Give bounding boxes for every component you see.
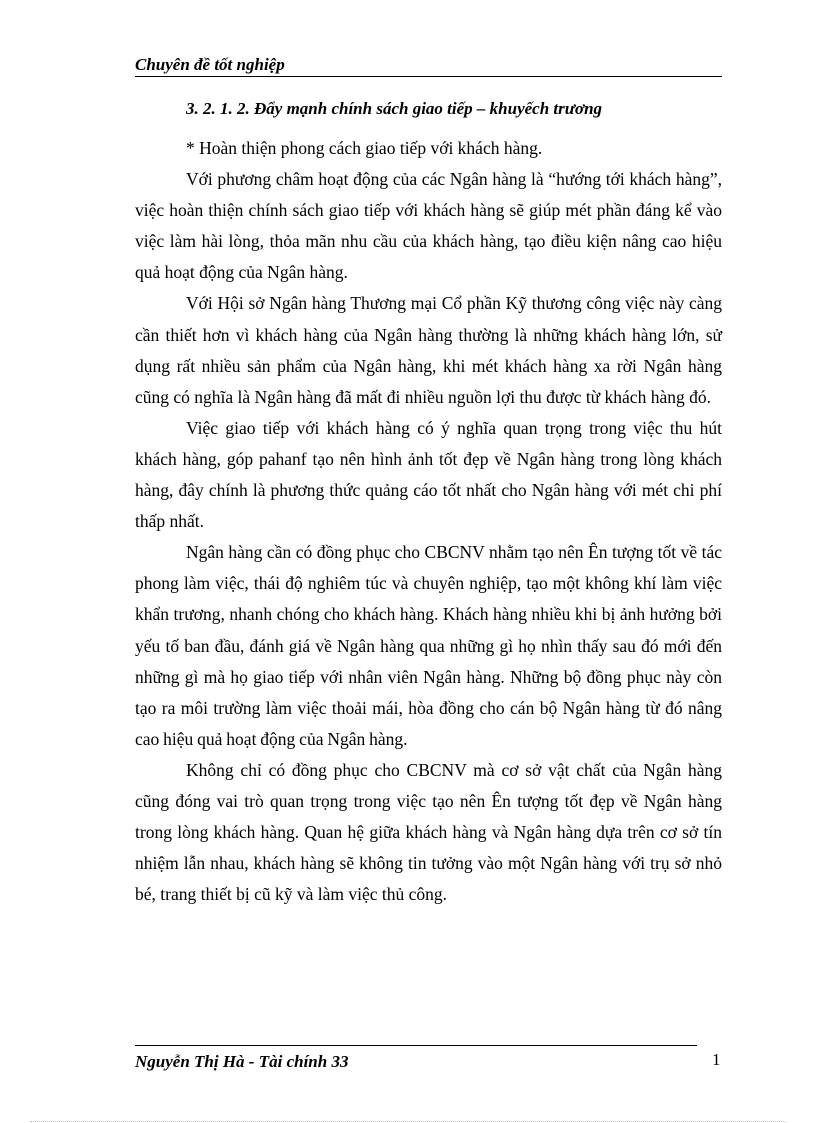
paragraph: Việc giao tiếp với khách hàng có ý nghĩa quan trọng trong việc thu hút khách hàng, góp pahanf tạo nên hình ảnh tốt đẹp về Ngân hàng trong lòng khách hàng, đây chính là phương thức quảng cáo tốt nhất cho Ngân hàng với mét chi phí thấp nhất. [135,417,722,532]
footer-divider [135,1045,697,1046]
paragraph: Với Hội sở Ngân hàng Thương mại Cổ phần Kỹ thương công việc này càng cần thiết hơn vì khách hàng của Ngân hàng thường là những khách hàng lớn, sử dụng rất nhiều sản phẩm của Ngân hàng, khi mét khách hàng xa rời Ngân hàng cũng có nghĩa là Ngân hàng đã mất đi nhiều nguồn lợi thu được từ khách hàng đó. [135,293,722,407]
paragraph: Với phương châm hoạt động của các Ngân hàng là “hướng tới khách hàng”, việc hoàn thiện chính sách giao tiếp với khách hàng sẽ giúp mét phần đáng kể vào việc làm hài lòng, thỏa mãn nhu cầu của khách hàng, tạo điều kiện nâng cao hiệu quả hoạt động của Ngân hàng. [135,169,722,283]
page-number: 1 [712,1050,721,1069]
page-edge [30,1121,786,1122]
paragraph: Ngân hàng cần có đồng phục cho CBCNV nhằm tạo nên Ên tượng tốt về tác phong làm việc, thái độ nghiêm túc và chuyên nghiệp, tạo một không khí làm việc khẩn trương, nhanh chóng cho khách hàng. Khách hàng nhiều khi bị ảnh hưởng bởi yếu tố ban đầu, đánh giá về Ngân hàng qua những gì họ nhìn thấy sau đó mới đến những gì mà họ giao tiếp với nhân viên Ngân hàng. Những bộ đồng phục này còn tạo ra môi trường làm việc thoải mái, hòa đồng cho cán bộ Ngân hàng từ đó nâng cao hiệu quả hoạt động của Ngân hàng. [135,542,722,749]
page-header [135,54,722,77]
body-text [135,133,722,910]
paragraph-bullet: * Hoàn thiện phong cách giao tiếp với khách hàng. [186,138,543,158]
section-heading: 3. 2. 1. 2. Đẩy mạnh chính sách giao tiếp – khuyếch trương [186,99,603,118]
document-title: Chuyên đề tốt nghiệp [135,55,285,74]
footer-author: Nguyễn Thị Hà - Tài chính 33 [135,1052,349,1071]
paragraph: Không chỉ có đồng phục cho CBCNV mà cơ sở vật chất của Ngân hàng cũng đóng vai trò quan trọng trong việc tạo nên Ên tượng tốt đẹp về Ngân hàng trong lòng khách hàng. Quan hệ giữa khách hàng và Ngân hàng dựa trên cơ sở tín nhiệm lẫn nhau, khách hàng sẽ không tin tưởng vào một Ngân hàng với trụ sở nhỏ bé, trang thiết bị cũ kỹ và làm việc thủ công. [135,759,722,905]
